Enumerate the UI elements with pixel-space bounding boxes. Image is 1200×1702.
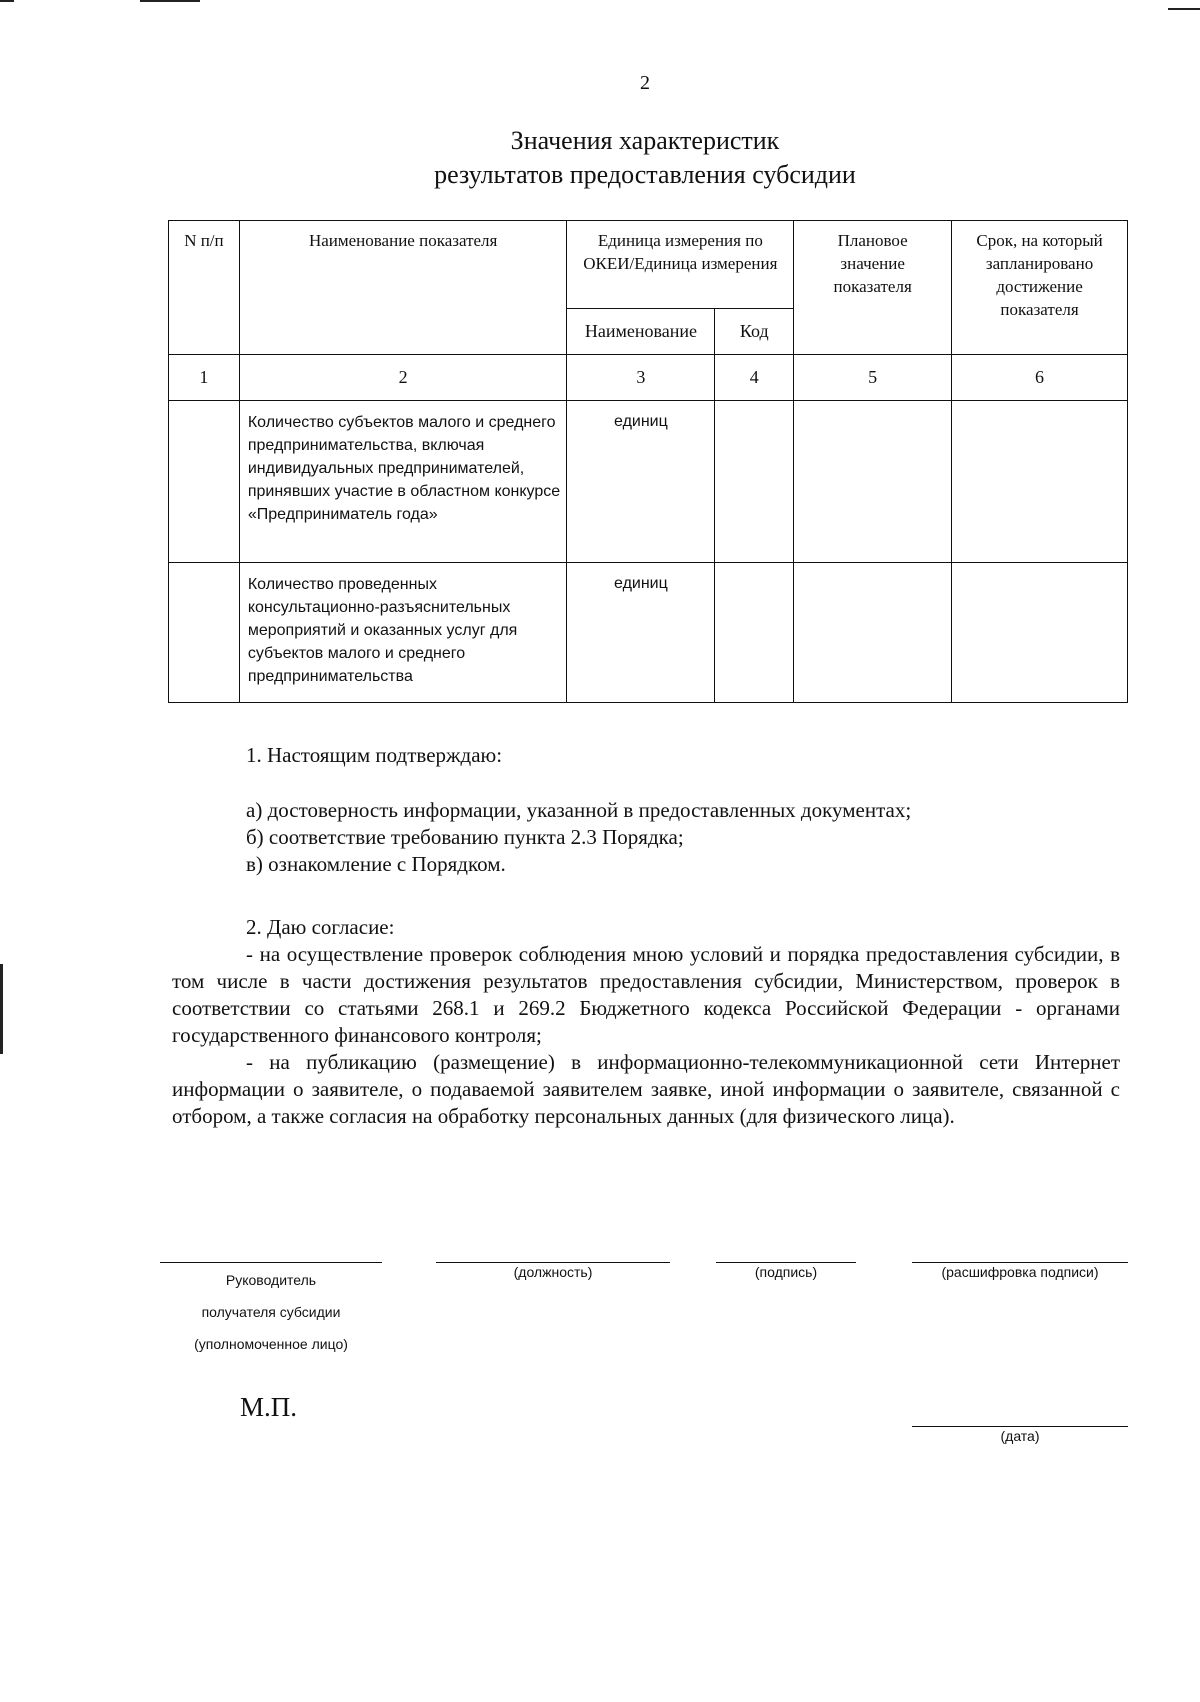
row-num	[169, 401, 240, 563]
row-deadline	[952, 563, 1128, 703]
scan-mark-top-right	[1168, 8, 1200, 10]
row-code	[715, 563, 794, 703]
header-plan: Плановое значение показателя	[794, 221, 952, 355]
signature-line-position	[436, 1262, 670, 1263]
col-number-3: 3	[567, 355, 715, 401]
confirm-item-c: в) ознакомление с Порядком.	[246, 852, 506, 876]
scan-mark-left-edge	[0, 964, 3, 1054]
col-number-4: 4	[715, 355, 794, 401]
row-code	[715, 401, 794, 563]
caption-head	[160, 1264, 382, 1360]
row-plan	[794, 563, 952, 703]
page-number: 2	[640, 72, 650, 94]
caption-date: (дата)	[1000, 1428, 1040, 1444]
header-unit-name: Наименование	[567, 309, 715, 355]
consent-section	[172, 914, 1120, 1130]
document-title	[45, 124, 1200, 192]
scan-mark-top	[140, 0, 200, 2]
row-indicator-name: Количество проведенных консультационно-разъяснительных мероприятий и оказанных услуг для субъектов малого и среднего предпринимательства	[239, 563, 567, 703]
caption-head-line-3: (уполномоченное лицо)	[194, 1336, 348, 1352]
caption-decode: (расшифровка подписи)	[941, 1264, 1099, 1280]
header-unit-group: Единица измерения по ОКЕИ/Единица измерения	[567, 221, 794, 309]
row-deadline	[952, 401, 1128, 563]
caption-position: (должность)	[513, 1264, 593, 1280]
header-num: N п/п	[169, 221, 240, 355]
signature-line-decode	[912, 1262, 1128, 1263]
col-number-6: 6	[952, 355, 1128, 401]
col-number-5: 5	[794, 355, 952, 401]
table-row	[169, 401, 1128, 563]
caption-sign: (подпись)	[754, 1264, 818, 1280]
title-line-2: результатов предоставления субсидии	[434, 160, 856, 189]
stamp-placeholder: М.П.	[240, 1392, 298, 1422]
row-unit: единиц	[567, 401, 715, 563]
caption-head-line-1: Руководитель	[225, 1272, 317, 1288]
col-number-1: 1	[169, 355, 240, 401]
scan-mark-top-left	[0, 0, 14, 2]
confirm-section	[172, 742, 1120, 878]
caption-head-line-2: получателя субсидии	[201, 1304, 341, 1320]
consent-heading: 2. Даю согласие:	[246, 915, 395, 939]
signature-line-head	[160, 1262, 382, 1263]
confirm-item-a: а) достоверность информации, указанной в предоставленных документах;	[246, 798, 912, 822]
confirm-item-b: б) соответствие требованию пункта 2.3 Порядка;	[246, 825, 684, 849]
signature-line-sign	[716, 1262, 856, 1263]
header-deadline: Срок, на который запланировано достижение показателя	[952, 221, 1128, 355]
signature-line-date	[912, 1426, 1128, 1427]
consent-paragraph-1: - на осуществление проверок соблюдения мною условий и порядка предоставления субсидии, в том числе в части достижения результатов предоставления субсидии, Министерством, проверок в соответствии со статьями 268.1 и 269.2 Бюджетного кодекса Российской Федерации - органами государственного финансового контроля;	[172, 942, 1120, 1047]
confirm-heading: 1. Настоящим подтверждаю:	[246, 743, 503, 767]
row-indicator-name: Количество субъектов малого и среднего предпринимательства, включая индивидуальных предпринимателей, принявших участие в областном конкурсе «Предприниматель года»	[239, 401, 567, 563]
header-name: Наименование показателя	[239, 221, 567, 355]
title-line-1: Значения характеристик	[510, 126, 780, 155]
row-num	[169, 563, 240, 703]
header-unit-code: Код	[715, 309, 794, 355]
table-row	[169, 563, 1128, 703]
row-unit: единиц	[567, 563, 715, 703]
col-number-2: 2	[239, 355, 567, 401]
consent-paragraph-2: - на публикацию (размещение) в информационно-телекоммуникационной сети Интернет информации о заявителе, о подаваемой заявителем заявке, иной информации о заявителе, связанной с отбором, а также согласия на обработку персональных данных (для физического лица).	[172, 1050, 1120, 1128]
row-plan	[794, 401, 952, 563]
results-table	[168, 220, 1128, 703]
